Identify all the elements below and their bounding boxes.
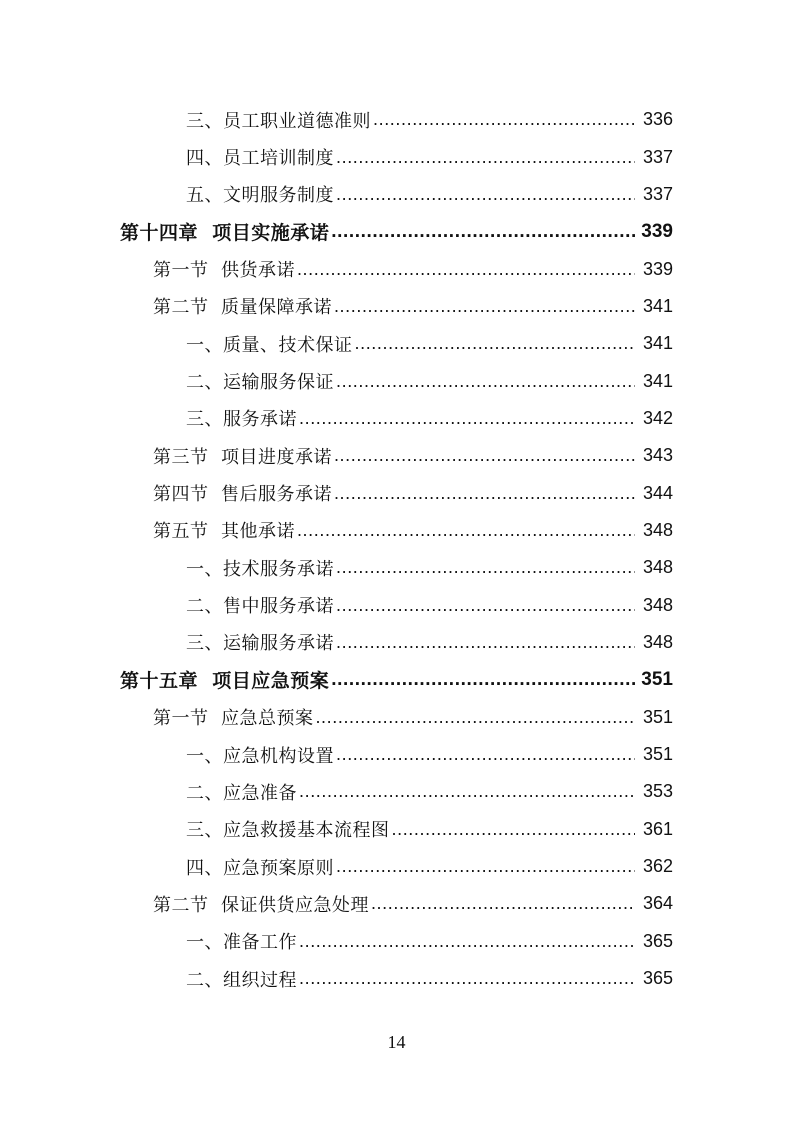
leader-dots xyxy=(299,968,635,989)
leader-dots xyxy=(299,408,635,429)
toc-entry-page: 337 xyxy=(642,146,673,167)
toc-entry-label: 四、员工培训制度 xyxy=(186,148,334,170)
toc-entry-label: 二、应急准备 xyxy=(186,782,297,804)
toc-entry-label: 第一节 应急总预案 xyxy=(153,708,314,730)
toc-chapter-entry[interactable] xyxy=(0,213,793,250)
toc-entry-page: 361 xyxy=(642,818,673,839)
toc-entry-label: 一、应急机构设置 xyxy=(186,745,334,767)
toc-entry[interactable] xyxy=(0,848,793,885)
toc-entry[interactable] xyxy=(0,811,793,848)
leader-dots xyxy=(299,931,635,952)
toc-entry-page: 365 xyxy=(642,930,673,951)
toc-entry-page: 351 xyxy=(642,706,673,727)
toc-entry-label: 三、员工职业道德准则 xyxy=(186,110,371,132)
toc-entry[interactable] xyxy=(0,176,793,213)
toc-section-entry[interactable] xyxy=(0,437,793,474)
leader-dots xyxy=(336,147,635,168)
toc-entry[interactable] xyxy=(0,923,793,960)
toc-entry-label: 第二节 质量保障承诺 xyxy=(153,297,332,319)
table-of-contents xyxy=(0,101,793,997)
toc-entry-label: 第十五章 项目应急预案 xyxy=(120,670,330,693)
leader-dots xyxy=(336,856,635,877)
toc-entry-page: 362 xyxy=(642,856,673,877)
leader-dots xyxy=(297,520,635,541)
toc-entry[interactable] xyxy=(0,362,793,399)
toc-entry-page: 341 xyxy=(642,333,673,354)
toc-entry-label: 第一节 供货承诺 xyxy=(153,260,295,282)
leader-dots xyxy=(297,259,635,280)
leader-dots xyxy=(336,557,635,578)
leader-dots xyxy=(336,371,635,392)
toc-entry-label: 一、准备工作 xyxy=(186,932,297,954)
toc-entry-page: 353 xyxy=(642,781,673,802)
leader-dots xyxy=(371,893,635,914)
toc-entry-page: 351 xyxy=(642,744,673,765)
toc-entry[interactable] xyxy=(0,586,793,623)
toc-entry-label: 三、运输服务承诺 xyxy=(186,633,334,655)
toc-entry-page: 336 xyxy=(642,109,673,130)
leader-dots xyxy=(392,819,636,840)
toc-entry-label: 第四节 售后服务承诺 xyxy=(153,484,332,506)
toc-section-entry[interactable] xyxy=(0,512,793,549)
toc-entry-label: 二、组织过程 xyxy=(186,969,297,991)
toc-entry[interactable] xyxy=(0,624,793,661)
leader-dots xyxy=(355,333,636,354)
leader-dots xyxy=(331,669,635,691)
leader-dots xyxy=(315,707,635,728)
toc-entry-page: 341 xyxy=(642,370,673,391)
toc-entry-page: 351 xyxy=(641,668,673,690)
toc-entry-label: 三、服务承诺 xyxy=(186,409,297,431)
toc-entry[interactable] xyxy=(0,549,793,586)
toc-entry-page: 348 xyxy=(642,557,673,578)
toc-entry-page: 364 xyxy=(642,893,673,914)
toc-entry-label: 二、运输服务保证 xyxy=(186,372,334,394)
toc-entry[interactable] xyxy=(0,325,793,362)
toc-entry-label: 二、售中服务承诺 xyxy=(186,596,334,618)
toc-section-entry[interactable] xyxy=(0,288,793,325)
toc-entry[interactable] xyxy=(0,773,793,810)
toc-entry-page: 365 xyxy=(642,968,673,989)
toc-entry-page: 348 xyxy=(642,594,673,615)
toc-entry-label: 第二节 保证供货应急处理 xyxy=(153,894,369,916)
toc-entry-label: 四、应急预案原则 xyxy=(186,857,334,879)
toc-entry-page: 348 xyxy=(642,519,673,540)
leader-dots xyxy=(336,595,635,616)
leader-dots xyxy=(336,184,635,205)
toc-entry-label: 第三节 项目进度承诺 xyxy=(153,446,332,468)
toc-entry-label: 第五节 其他承诺 xyxy=(153,521,295,543)
toc-entry-label: 一、质量、技术保证 xyxy=(186,334,353,356)
toc-entry-page: 341 xyxy=(642,295,673,316)
toc-entry-page: 339 xyxy=(641,220,673,242)
toc-entry-label: 三、应急救援基本流程图 xyxy=(186,820,390,842)
toc-entry-label: 五、文明服务制度 xyxy=(186,185,334,207)
toc-section-entry[interactable] xyxy=(0,474,793,511)
leader-dots xyxy=(334,483,635,504)
toc-entry-page: 339 xyxy=(642,258,673,279)
toc-entry[interactable] xyxy=(0,960,793,997)
toc-entry[interactable] xyxy=(0,736,793,773)
toc-section-entry[interactable] xyxy=(0,885,793,922)
page-number: 14 xyxy=(387,1032,406,1052)
leader-dots xyxy=(336,632,635,653)
toc-entry-page: 343 xyxy=(642,445,673,466)
toc-entry-page: 348 xyxy=(642,631,673,652)
leader-dots xyxy=(334,296,635,317)
toc-entry-label: 一、技术服务承诺 xyxy=(186,558,334,580)
leader-dots xyxy=(331,221,635,243)
toc-section-entry[interactable] xyxy=(0,699,793,736)
toc-chapter-entry[interactable] xyxy=(0,661,793,698)
leader-dots xyxy=(299,781,635,802)
toc-entry-page: 342 xyxy=(642,407,673,428)
leader-dots xyxy=(334,445,635,466)
leader-dots xyxy=(336,744,635,765)
leader-dots xyxy=(373,109,635,130)
toc-entry[interactable] xyxy=(0,138,793,175)
toc-entry-page: 337 xyxy=(642,183,673,204)
toc-entry[interactable] xyxy=(0,400,793,437)
toc-entry-page: 344 xyxy=(642,482,673,503)
toc-entry[interactable] xyxy=(0,101,793,138)
toc-entry-label: 第十四章 项目实施承诺 xyxy=(120,222,330,245)
toc-section-entry[interactable] xyxy=(0,250,793,287)
